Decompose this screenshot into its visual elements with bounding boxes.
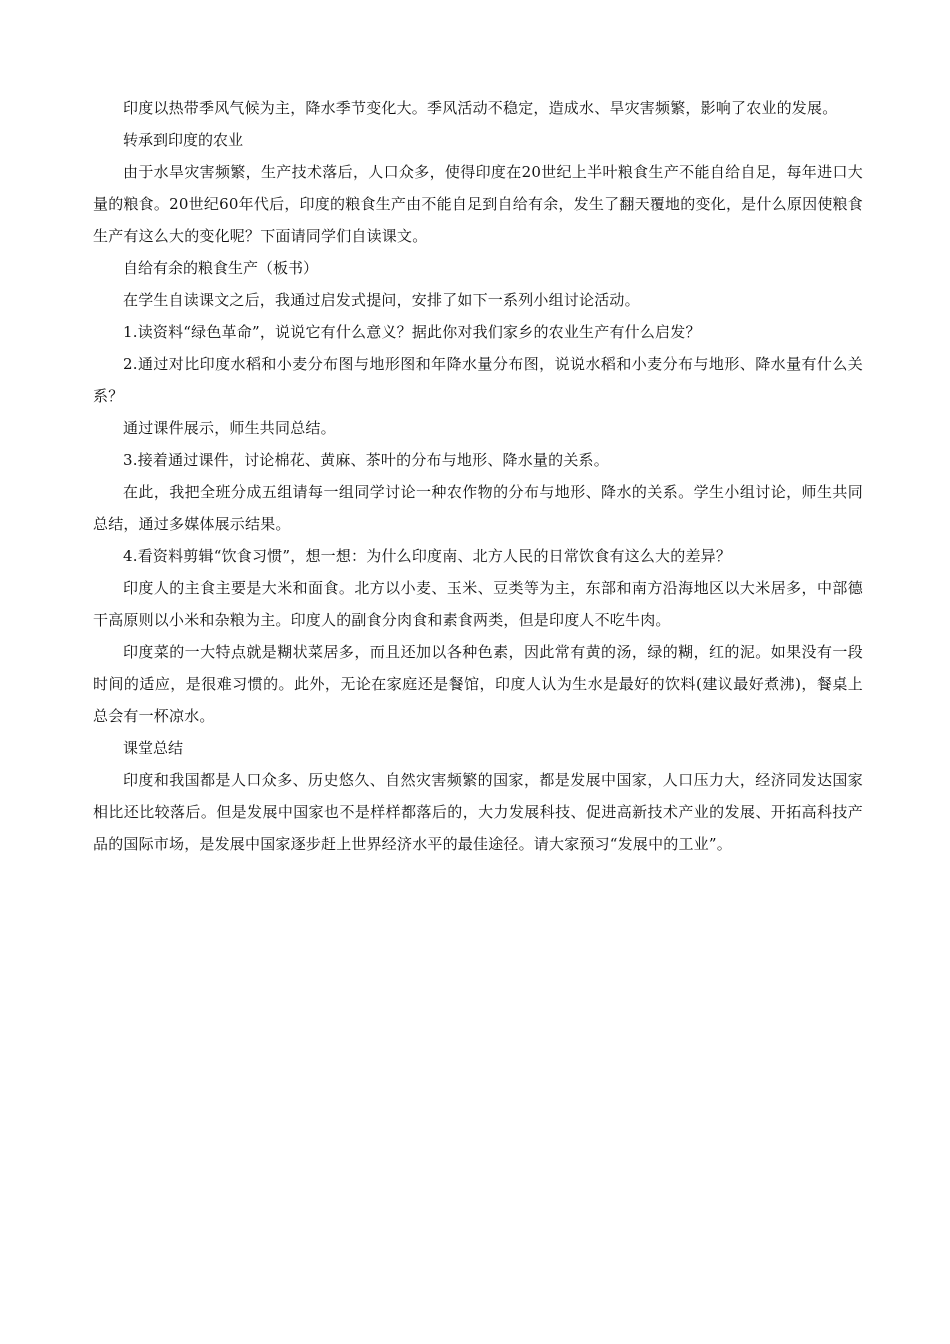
section-heading: 自给有余的粮食生产（板书） [123, 259, 319, 277]
paragraph: 印度以热带季风气候为主，降水季节变化大。季风活动不稳定，造成水、旱灾害频繁，影响了农业的发展。 [123, 99, 838, 117]
list-item: 2.通过对比印度水稻和小麦分布图与地形图和年降水量分布图，说说水稻和小麦分布与地形、降水量有什么关系？ [93, 355, 863, 405]
paragraph: 由于水旱灾害频繁，生产技术落后，人口众多，使得印度在20世纪上半叶粮食生产不能自给自足，每年进口大量的粮食。20世纪60年代后，印度的粮食生产由不能自足到自给有余，发生了翻天覆地的变化，是什么原因使粮食生产有这么大的变化呢？下面请同学们自读课文。 [93, 163, 863, 245]
paragraph: 印度菜的一大特点就是糊状菜居多，而且还加以各种色素，因此常有黄的汤，绿的糊，红的泥。如果没有一段时间的适应，是很难习惯的。此外，无论在家庭还是餐馆，印度人认为生水是最好的饮料(建议最好煮沸)，餐桌上总会有一杯凉水。 [93, 643, 863, 725]
section-heading: 课堂总结 [123, 739, 184, 757]
paragraph: 在此，我把全班分成五组请每一组同学讨论一种农作物的分布与地形、降水的关系。学生小组讨论，师生共同总结，通过多媒体展示结果。 [93, 483, 863, 533]
section-heading: 转承到印度的农业 [123, 131, 244, 149]
list-item: 1.读资料“绿色革命”，说说它有什么意义？据此你对我们家乡的农业生产有什么启发？ [123, 323, 701, 341]
list-item: 4.看资料剪辑“饮食习惯”，想一想：为什么印度南、北方人民的日常饮食有这么大的差异？ [123, 547, 732, 565]
paragraph: 印度人的主食主要是大米和面食。北方以小麦、玉米、豆类等为主，东部和南方沿海地区以大米居多，中部德干高原则以小米和杂粮为主。印度人的副食分肉食和素食两类，但是印度人不吃牛肉。 [93, 579, 863, 629]
paragraph: 印度和我国都是人口众多、历史悠久、自然灾害频繁的国家，都是发展中国家，人口压力大，经济同发达国家相比还比较落后。但是发展中国家也不是样样都落后的，大力发展科技、促进高新技术产业的发展、开拓高科技产品的国际市场，是发展中国家逐步赶上世界经济水平的最佳途径。请大家预习“发展中的工业”。 [93, 771, 863, 853]
list-item: 3.接着通过课件，讨论棉花、黄麻、茶叶的分布与地形、降水量的关系。 [123, 451, 609, 469]
document-body [93, 92, 863, 860]
paragraph: 在学生自读课文之后，我通过启发式提问，安排了如下一系列小组讨论活动。 [123, 291, 640, 309]
paragraph: 通过课件展示，师生共同总结。 [123, 419, 336, 437]
